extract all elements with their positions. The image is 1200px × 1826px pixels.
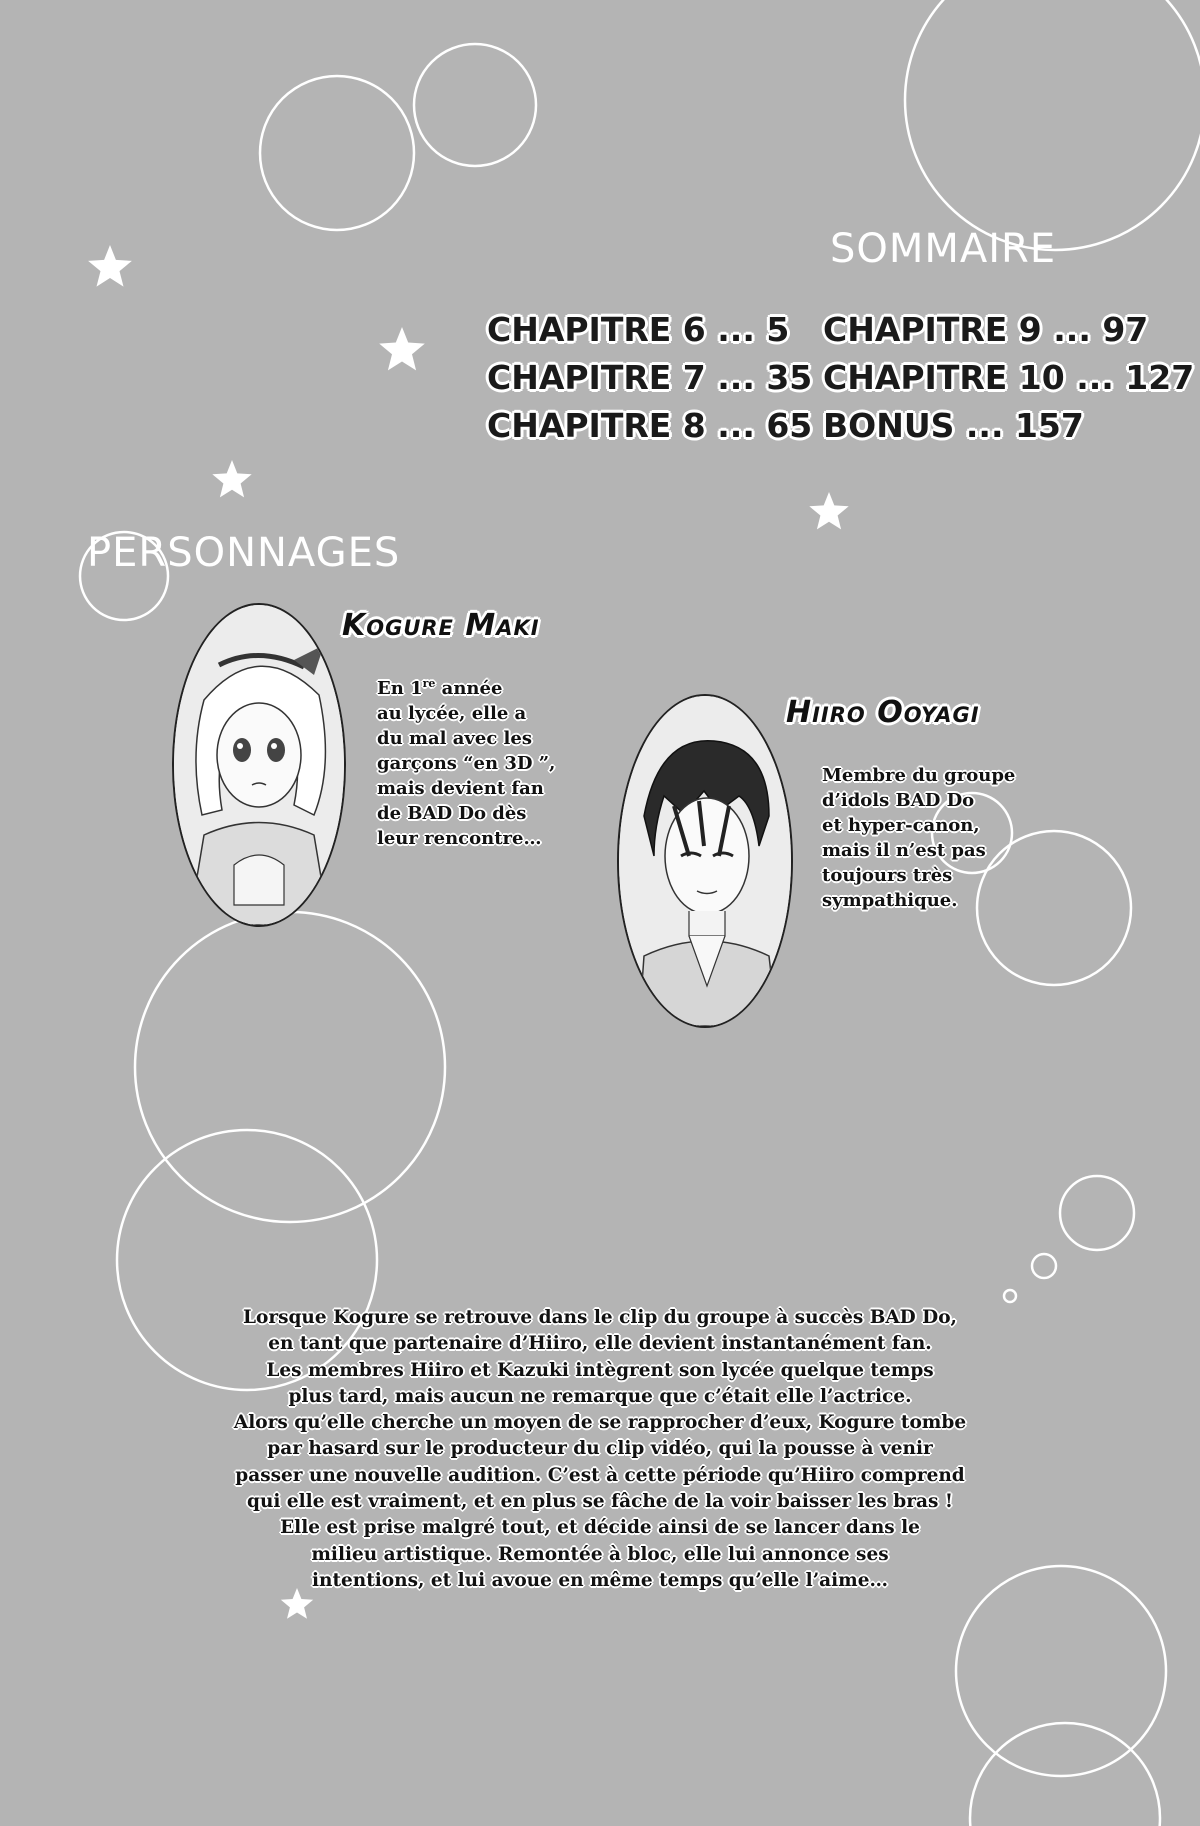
description-line: garçons “en 3D ”, [377,753,556,774]
character-name-hiiro: Hiiro Ooyagi [786,695,980,730]
toc-entry: CHAPITRE 6 ... 5 [487,310,790,349]
toc-entry: BONUS ... 157 [823,406,1084,445]
character-name-maki: Kogure Maki [342,608,540,643]
description-line: d’idols BAD Do [822,790,975,811]
synopsis-line: en tant que partenaire d’Hiiro, elle devient instantanément fan. [268,1333,932,1355]
description-line: de BAD Do dès [377,803,527,824]
decor-circle [135,912,445,1222]
synopsis-line: Les membres Hiiro et Kazuki intègrent son lycée quelque temps [266,1359,934,1381]
character-description-maki [377,676,617,851]
synopsis-line: Alors qu’elle cherche un moyen de se rapprocher d’eux, Kogure tombe [233,1412,967,1434]
sommaire-heading: SOMMAIRE [830,226,1057,272]
toc-entry: CHAPITRE 9 ... 97 [823,310,1149,349]
description-line: Membre du groupe [822,765,1016,786]
description-line: En 1re année [377,677,503,699]
description-line: leur rencontre… [377,828,542,849]
decor-circle [1032,1254,1056,1278]
star-icon [212,460,251,497]
toc-entry: CHAPITRE 7 ... 35 [487,358,813,397]
synopsis-line: passer une nouvelle audition. C’est à cette période qu’Hiiro comprend [235,1464,965,1486]
description-line: et hyper-canon, [822,815,980,836]
decor-circle [905,0,1200,250]
synopsis-text [90,1305,1110,1594]
decor-circle [1004,1290,1016,1302]
synopsis-line: plus tard, mais aucun ne remarque que c’était elle l’actrice. [288,1385,912,1407]
description-line: mais devient fan [377,778,544,799]
synopsis-line: Lorsque Kogure se retrouve dans le clip du groupe à succès BAD Do, [242,1307,957,1328]
toc-right-column [823,306,1194,450]
toc-entry: CHAPITRE 10 ... 127 [823,358,1195,397]
decor-circle [260,76,414,230]
description-line: mais il n’est pas [822,840,986,861]
character-portrait-hiiro [617,694,793,1028]
star-icon [88,245,132,287]
synopsis-line: par hasard sur le producteur du clip vidéo, qui la pousse à venir [267,1438,933,1460]
decor-circle [970,1723,1160,1826]
description-line: toujours très [822,865,953,886]
synopsis-line: Elle est prise malgré tout, et décide ainsi de se lancer dans le [280,1517,920,1539]
star-icon [809,492,848,529]
decor-circle [956,1566,1166,1776]
decor-circle [414,44,536,166]
star-icon [379,327,425,370]
personnages-heading: PERSONNAGES [87,530,401,576]
character-portrait-maki [172,603,346,927]
toc-left-column [487,306,812,450]
description-line: au lycée, elle a [377,703,527,724]
synopsis-line: intentions, et lui avoue en même temps qu’elle l’aime… [311,1569,888,1591]
synopsis-line: qui elle est vraiment, et en plus se fâche de la voir baisser les bras ! [247,1491,953,1513]
decor-circle [1060,1176,1134,1250]
description-line: sympathique. [822,890,958,911]
description-line: du mal avec les [377,728,532,749]
synopsis-line: milieu artistique. Remontée à bloc, elle lui annonce ses [311,1543,889,1565]
character-description-hiiro [822,763,1062,913]
toc-entry: CHAPITRE 8 ... 65 [487,406,813,445]
